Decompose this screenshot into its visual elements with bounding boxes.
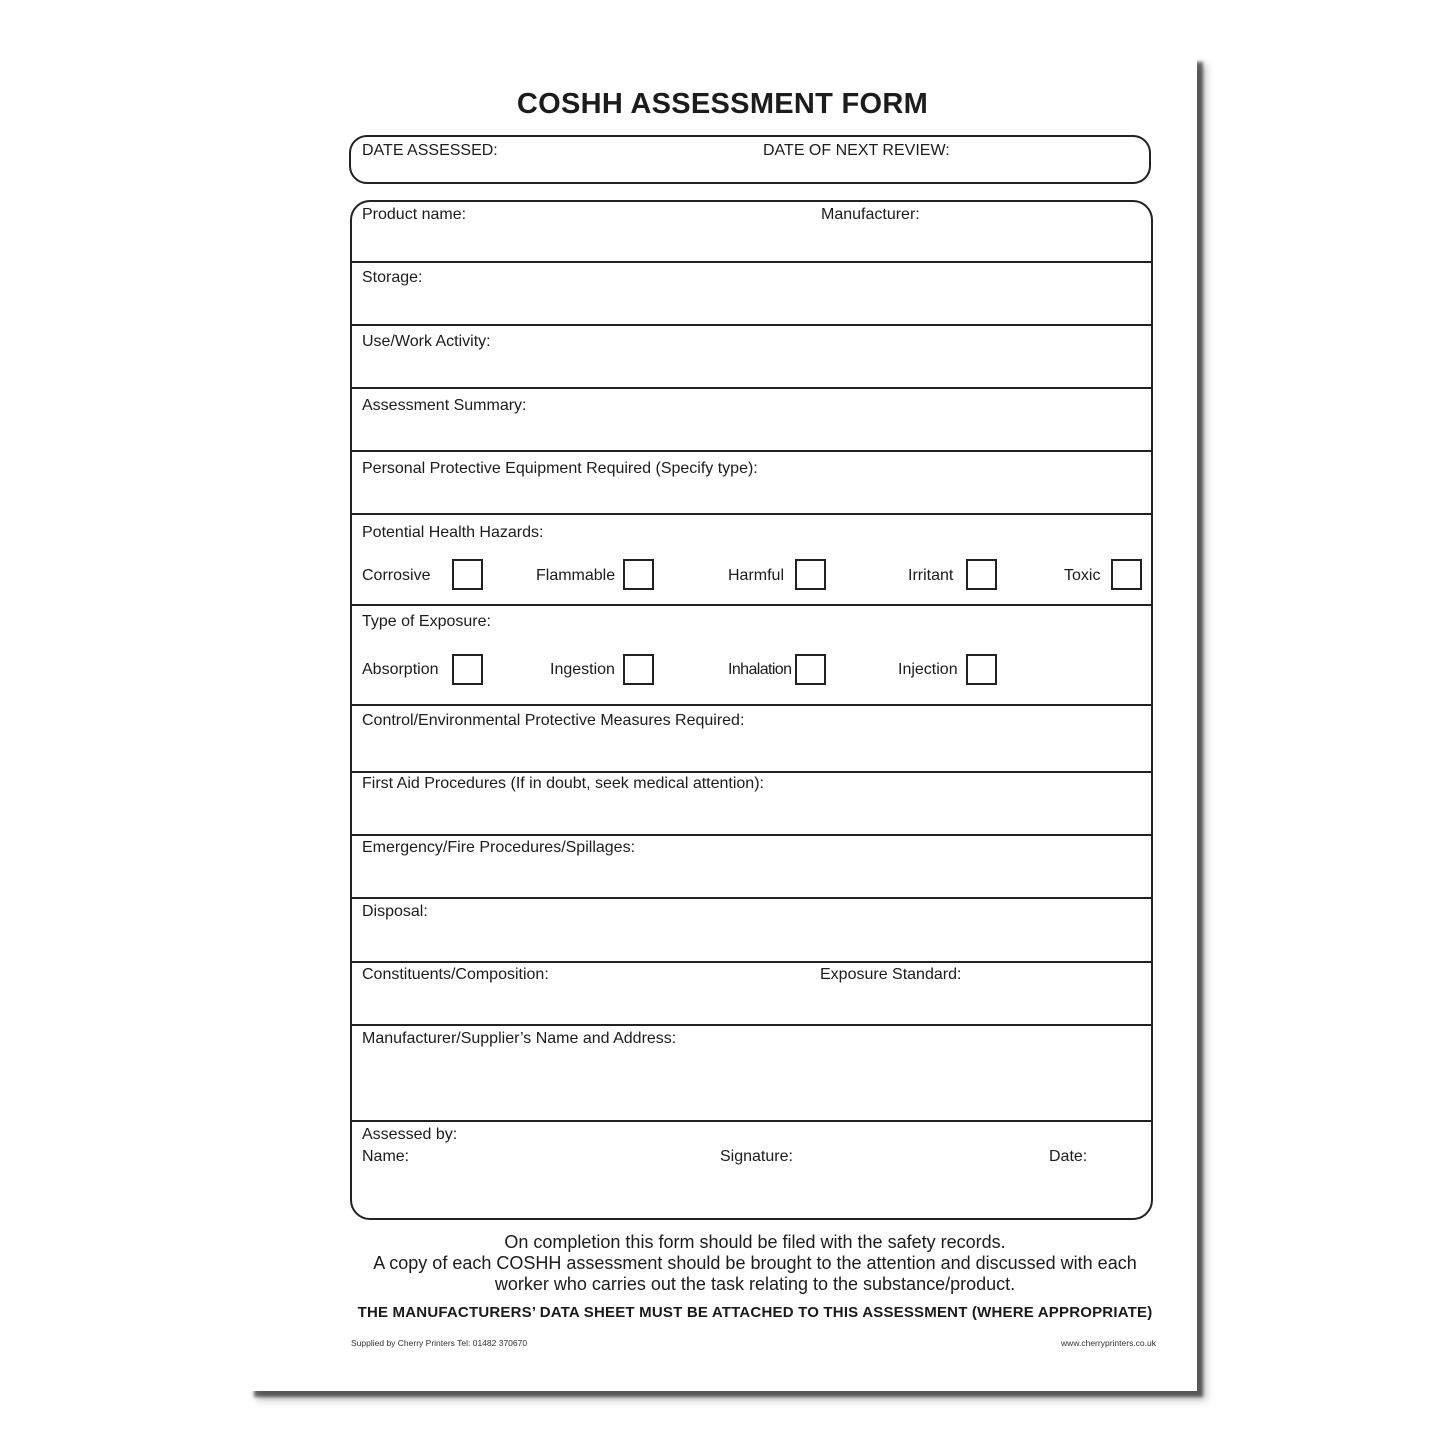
divider xyxy=(352,1024,1151,1026)
exposure-absorption-label: Absorption xyxy=(362,661,439,678)
divider xyxy=(352,261,1151,263)
divider xyxy=(352,834,1151,836)
product-name-label: Product name: xyxy=(362,206,467,223)
hazard-harmful-label: Harmful xyxy=(728,567,785,584)
use-work-activity-label: Use/Work Activity: xyxy=(362,333,491,350)
exposure-injection-label: Injection xyxy=(898,661,958,678)
divider xyxy=(352,513,1151,515)
exposure-label: Type of Exposure: xyxy=(362,613,491,630)
divider xyxy=(352,704,1151,706)
date-next-review-label: DATE OF NEXT REVIEW: xyxy=(763,142,950,159)
constituents-label: Constituents/Composition: xyxy=(362,966,549,983)
hazard-flammable-label: Flammable xyxy=(536,567,616,584)
filing-notice-line1: On completion this form should be filed with the safety records. xyxy=(504,1232,1006,1252)
divider xyxy=(352,450,1151,452)
assessment-summary-label: Assessment Summary: xyxy=(362,397,527,414)
dates-box[interactable] xyxy=(349,135,1151,184)
exposure-ingestion-checkbox[interactable] xyxy=(623,654,654,685)
emergency-label: Emergency/Fire Procedures/Spillages: xyxy=(362,839,636,856)
hazard-flammable-checkbox[interactable] xyxy=(623,559,654,590)
storage-label: Storage: xyxy=(362,269,423,286)
hazard-corrosive-checkbox[interactable] xyxy=(452,559,483,590)
hazard-toxic-label: Toxic xyxy=(1064,567,1101,584)
manufacturer-label: Manufacturer: xyxy=(821,206,920,223)
divider xyxy=(352,1120,1151,1122)
hazard-harmful-checkbox[interactable] xyxy=(795,559,826,590)
divider xyxy=(352,387,1151,389)
form-box xyxy=(350,200,1153,1220)
divider xyxy=(352,604,1151,606)
first-aid-label: First Aid Procedures (If in doubt, seek medical attention): xyxy=(362,775,764,792)
exposure-absorption-checkbox[interactable] xyxy=(452,654,483,685)
assessor-name-label: Name: xyxy=(362,1148,410,1165)
form-title: COSHH ASSESSMENT FORM xyxy=(516,88,929,120)
supplier-label: Manufacturer/Supplier’s Name and Address: xyxy=(362,1030,677,1047)
hazard-toxic-checkbox[interactable] xyxy=(1111,559,1142,590)
filing-notice-line2: A copy of each COSHH assessment should be brought to the attention and discussed with each xyxy=(373,1253,1137,1273)
disposal-label: Disposal: xyxy=(362,903,428,920)
divider xyxy=(352,961,1151,963)
divider xyxy=(352,771,1151,773)
exposure-inhalation-checkbox[interactable] xyxy=(795,654,826,685)
assessed-by-label: Assessed by: xyxy=(362,1126,458,1143)
supplied-by-text: Supplied by Cherry Printers Tel: 01482 370670 xyxy=(351,1338,528,1348)
health-hazards-label: Potential Health Hazards: xyxy=(362,524,544,541)
exposure-injection-checkbox[interactable] xyxy=(966,654,997,685)
divider xyxy=(352,897,1151,899)
date-assessed-label: DATE ASSESSED: xyxy=(362,142,498,159)
hazard-irritant-label: Irritant xyxy=(908,567,954,584)
exposure-standard-label: Exposure Standard: xyxy=(820,966,962,983)
ppe-label: Personal Protective Equipment Required (Specify type): xyxy=(362,460,758,477)
control-measures-label: Control/Environmental Protective Measures Required: xyxy=(362,712,745,729)
exposure-inhalation-label: Inhalation xyxy=(728,661,792,678)
hazard-irritant-checkbox[interactable] xyxy=(966,559,997,590)
divider xyxy=(352,324,1151,326)
assessor-signature-label: Signature: xyxy=(720,1148,793,1165)
website-link[interactable]: www.cherryprinters.co.uk xyxy=(1061,1338,1156,1348)
data-sheet-notice: THE MANUFACTURERS’ DATA SHEET MUST BE ATTACHED TO THIS ASSESSMENT (WHERE APPROPRIATE) xyxy=(357,1304,1153,1321)
assessment-date-label: Date: xyxy=(1049,1148,1088,1165)
hazard-corrosive-label: Corrosive xyxy=(362,567,431,584)
exposure-ingestion-label: Ingestion xyxy=(550,661,615,678)
filing-notice-line3: worker who carries out the task relating to the substance/product. xyxy=(494,1274,1016,1294)
